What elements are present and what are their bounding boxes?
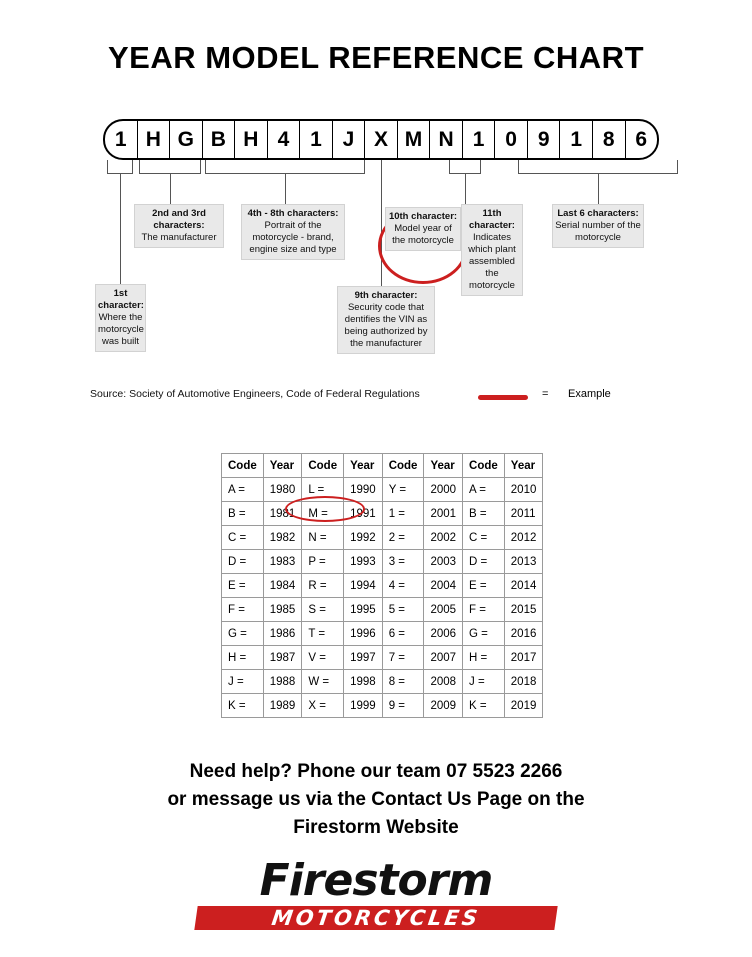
help-line-1: Need help? Phone our team 07 5523 2266 <box>189 761 563 782</box>
year-code-table <box>221 453 543 718</box>
cell-code: W = <box>302 670 344 694</box>
cell-year: 2016 <box>504 622 543 646</box>
callout-fourth-eighth-characters <box>241 204 345 260</box>
cell-code: H = <box>222 646 264 670</box>
help-line-3: Firestorm Website <box>293 817 459 838</box>
cell-code: 6 = <box>382 622 424 646</box>
cell-code: A = <box>463 478 505 502</box>
cell-code: 4 = <box>382 574 424 598</box>
callout-heading: 10th character: <box>388 211 458 222</box>
cell-year: 1993 <box>344 550 383 574</box>
cell-code: V = <box>302 646 344 670</box>
cell-code: D = <box>222 550 264 574</box>
cell-code: J = <box>463 670 505 694</box>
vin-char: 1 <box>105 121 138 158</box>
callout-second-third-characters <box>134 204 224 248</box>
cell-code: X = <box>302 694 344 718</box>
leader-drop-eleventh <box>465 174 466 204</box>
callout-heading: Last 6 characters: <box>557 208 639 219</box>
cell-year: 1985 <box>263 598 302 622</box>
vin-char: N <box>430 121 463 158</box>
cell-year: 2018 <box>504 670 543 694</box>
callout-last-six-characters <box>552 204 644 248</box>
vin-char: J <box>333 121 366 158</box>
cell-year: 2006 <box>424 622 463 646</box>
cell-year: 2013 <box>504 550 543 574</box>
legend-example-swatch <box>478 395 528 400</box>
cell-year: 2012 <box>504 526 543 550</box>
cell-year: 1999 <box>344 694 383 718</box>
cell-code: 1 = <box>382 502 424 526</box>
vin-char: 9 <box>528 121 561 158</box>
cell-code: C = <box>222 526 264 550</box>
cell-year: 1997 <box>344 646 383 670</box>
vin-char: 0 <box>495 121 528 158</box>
cell-code: B = <box>463 502 505 526</box>
legend-equals-sign: = <box>542 388 549 400</box>
help-line-2: or message us via the Contact Us Page on the <box>167 789 585 810</box>
cell-code: 2 = <box>382 526 424 550</box>
logo-wordmark: Firestorm <box>259 855 493 906</box>
cell-code: Y = <box>382 478 424 502</box>
leader-drop-last-six <box>598 174 599 204</box>
vin-char: X <box>365 121 398 158</box>
cell-code: G = <box>463 622 505 646</box>
callout-ninth-character <box>337 286 435 354</box>
cell-code: E = <box>463 574 505 598</box>
leader-drop-second-third <box>170 174 171 204</box>
cell-code: J = <box>222 670 264 694</box>
vin-char: H <box>235 121 268 158</box>
help-text <box>0 758 752 842</box>
vin-char: 6 <box>635 127 648 151</box>
cell-code: T = <box>302 622 344 646</box>
leader-line-second-third <box>139 160 201 174</box>
vin-char: 1 <box>463 121 496 158</box>
cell-year: 1989 <box>263 694 302 718</box>
cell-code: 3 = <box>382 550 424 574</box>
callout-heading: 1st character: <box>98 288 144 311</box>
cell-year: 1980 <box>263 478 302 502</box>
cell-code: L = <box>302 478 344 502</box>
cell-year: 1990 <box>344 478 383 502</box>
table-row <box>222 478 543 502</box>
column-header: Year <box>344 454 383 478</box>
table-row <box>222 622 543 646</box>
logo-subtitle: MOTORCYCLES <box>194 906 557 930</box>
table-highlight-circle <box>285 496 365 522</box>
callout-heading: 9th character: <box>354 290 418 301</box>
cell-year: 2009 <box>424 694 463 718</box>
cell-year: 1981 <box>263 502 302 526</box>
cell-year-highlighted: 1991 <box>344 502 383 526</box>
column-header: Year <box>504 454 543 478</box>
cell-year: 2007 <box>424 646 463 670</box>
cell-code: P = <box>302 550 344 574</box>
vin-char: H <box>138 121 171 158</box>
cell-code: R = <box>302 574 344 598</box>
callout-body: The manufacturer <box>141 232 217 243</box>
cell-code: K = <box>463 694 505 718</box>
cell-code: B = <box>222 502 264 526</box>
cell-year: 2017 <box>504 646 543 670</box>
cell-code: N = <box>302 526 344 550</box>
cell-code: K = <box>222 694 264 718</box>
legend-example-label: Example <box>568 388 611 400</box>
source-note: Source: Society of Automotive Engineers, Code of Federal Regulations <box>90 388 420 400</box>
callout-eleventh-character <box>461 204 523 296</box>
table-row <box>222 598 543 622</box>
callout-body: Where the motorcycle was built <box>98 312 144 347</box>
cell-code: 5 = <box>382 598 424 622</box>
cell-code: E = <box>222 574 264 598</box>
table-row <box>222 526 543 550</box>
callout-body: Portrait of the motorcycle - brand, engine size and type <box>249 220 337 255</box>
callout-body: Security code that dentifies the VIN as being authorized by the manufacturer <box>344 302 428 349</box>
cell-year: 1994 <box>344 574 383 598</box>
cell-year: 1992 <box>344 526 383 550</box>
cell-code: 7 = <box>382 646 424 670</box>
cell-year: 1983 <box>263 550 302 574</box>
cell-code: A = <box>222 478 264 502</box>
column-header: Code <box>463 454 505 478</box>
cell-code: S = <box>302 598 344 622</box>
leader-line-first <box>107 160 133 174</box>
column-header: Code <box>382 454 424 478</box>
table-row <box>222 670 543 694</box>
vin-char: 1 <box>300 121 333 158</box>
leader-drop-fourth-eighth <box>285 174 286 204</box>
cell-year: 1996 <box>344 622 383 646</box>
page-title: YEAR MODEL REFERENCE CHART <box>107 40 645 75</box>
cell-year: 1987 <box>263 646 302 670</box>
leader-drop-ninth <box>381 160 382 286</box>
table-row <box>222 502 543 526</box>
cell-code: F = <box>463 598 505 622</box>
vin-char-model-year: M <box>398 121 431 158</box>
cell-year: 2001 <box>424 502 463 526</box>
cell-year: 1988 <box>263 670 302 694</box>
cell-year: 2003 <box>424 550 463 574</box>
cell-year: 2019 <box>504 694 543 718</box>
table-row <box>222 574 543 598</box>
cell-year: 2014 <box>504 574 543 598</box>
leader-drop-first <box>120 174 121 284</box>
vin-char: 1 <box>560 121 593 158</box>
table-row <box>222 694 543 718</box>
cell-code: 8 = <box>382 670 424 694</box>
leader-line-last-six <box>518 160 678 174</box>
cell-year: 1998 <box>344 670 383 694</box>
leader-line-eleventh <box>449 160 481 174</box>
cell-code: C = <box>463 526 505 550</box>
column-header: Year <box>263 454 302 478</box>
cell-year: 1995 <box>344 598 383 622</box>
cell-year: 2002 <box>424 526 463 550</box>
cell-year: 2010 <box>504 478 543 502</box>
cell-year: 2004 <box>424 574 463 598</box>
table-row <box>222 550 543 574</box>
cell-year: 2011 <box>504 502 543 526</box>
cell-code: G = <box>222 622 264 646</box>
callout-heading: 11th character: <box>469 208 515 231</box>
callout-heading: 2nd and 3rd characters: <box>152 208 206 231</box>
cell-year: 2000 <box>424 478 463 502</box>
cell-code: F = <box>222 598 264 622</box>
callout-body: Model year of the motorcycle <box>392 223 454 246</box>
cell-year: 1984 <box>263 574 302 598</box>
column-header: Year <box>424 454 463 478</box>
cell-code: H = <box>463 646 505 670</box>
vin-char: B <box>203 121 236 158</box>
table-header-row <box>222 454 543 478</box>
cell-year: 2008 <box>424 670 463 694</box>
vin-char: 4 <box>268 121 301 158</box>
vin-char: 8 <box>593 121 626 158</box>
cell-year: 1986 <box>263 622 302 646</box>
table-row <box>222 646 543 670</box>
callout-body: Indicates which plant assembled the motorcycle <box>468 232 516 291</box>
callout-first-character <box>95 284 146 352</box>
firestorm-logo <box>196 855 556 938</box>
cell-code: D = <box>463 550 505 574</box>
callout-body: Serial number of the motorcycle <box>555 220 641 243</box>
cell-year: 2005 <box>424 598 463 622</box>
vin-bar <box>103 119 659 160</box>
cell-year: 2015 <box>504 598 543 622</box>
cell-code: 9 = <box>382 694 424 718</box>
column-header: Code <box>222 454 264 478</box>
vin-char: G <box>170 121 203 158</box>
callout-heading: 4th - 8th characters: <box>247 208 339 219</box>
leader-line-fourth-eighth <box>205 160 365 174</box>
callout-tenth-character <box>385 207 461 251</box>
cell-code-highlighted: M = <box>302 502 344 526</box>
year-code-table-wrapper <box>221 453 543 718</box>
column-header: Code <box>302 454 344 478</box>
cell-year: 1982 <box>263 526 302 550</box>
